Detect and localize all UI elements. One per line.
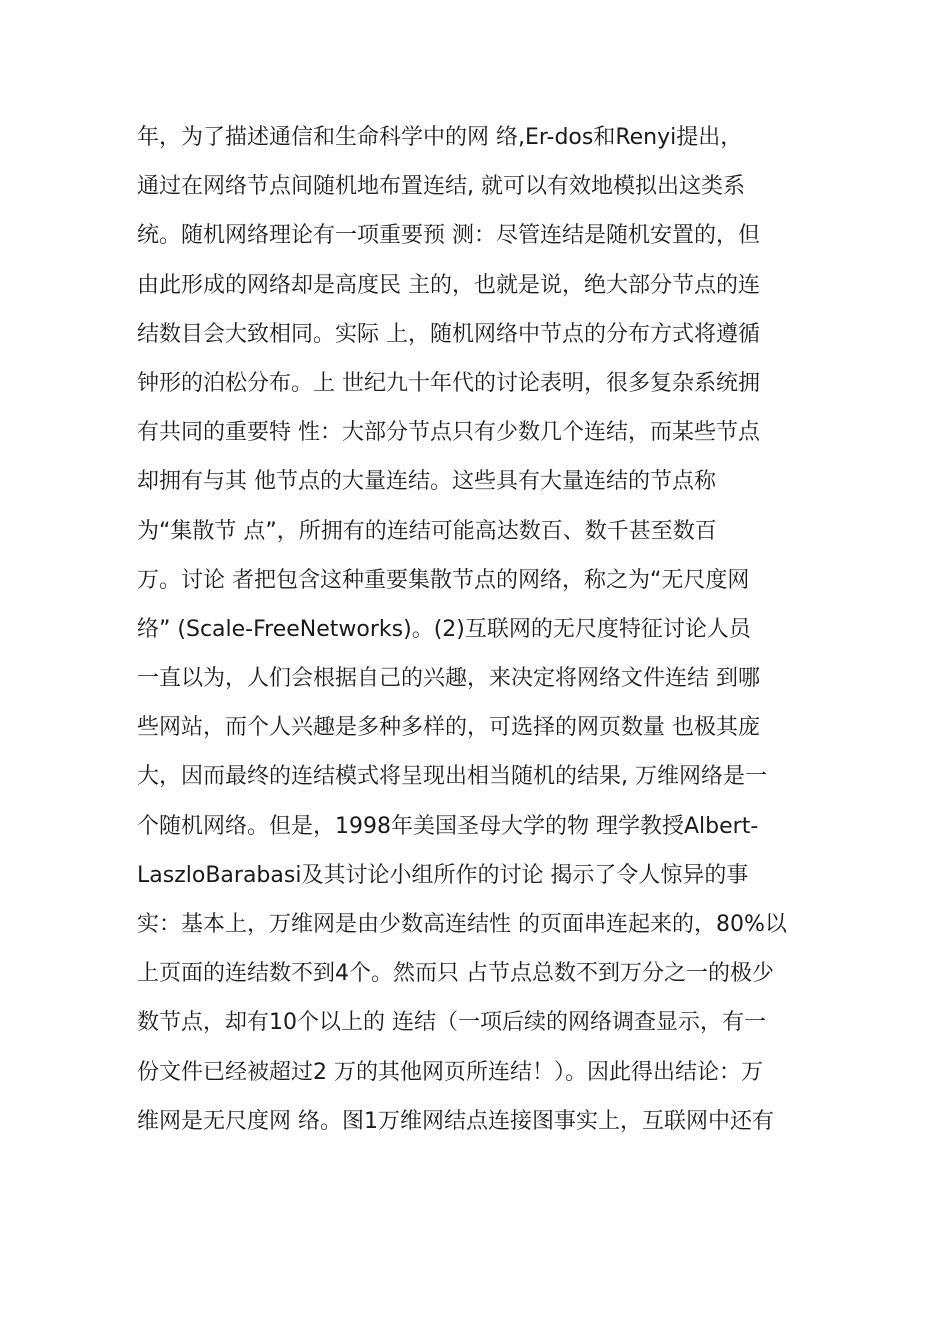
- text-line: 结数目会大致相同。实际 上，随机网络中节点的分布方式将遵循: [137, 321, 760, 347]
- text-line: 统。随机网络理论有一项重要预 测：尽管连结是随机安置的，但: [137, 223, 760, 249]
- text-line: 维网是无尺度网 络。图1万维网结点连接图事实上，互联网中还有: [137, 1108, 774, 1134]
- text-line: 为“集散节 点”，所拥有的连结可能高达数百、数千甚至数百: [137, 518, 717, 544]
- text-line: 一直以为，人们会根据自己的兴趣，来决定将网络文件连结 到哪: [137, 666, 760, 692]
- text-line: 个随机网络。但是，1998年美国圣母大学的物 理学教授Albert-: [137, 813, 759, 839]
- text-line: 年，为了描述通信和生命科学中的网 络,Er-dos和Renyi提出，: [137, 125, 743, 150]
- text-line: 由此形成的网络却是高度民 主的，也就是说，绝大部分节点的连: [137, 272, 760, 298]
- text-line: 却拥有与其 他节点的大量连结。这些具有大量连结的节点称: [137, 469, 716, 495]
- text-line: 上页面的连结数不到4个。然而只 占节点总数不到万分之一的极少: [137, 961, 774, 987]
- text-line: 数节点，却有10个以上的 连结（一项后续的网络调查显示，有一: [137, 1010, 766, 1036]
- text-line: 万。讨论 者把包含这种重要集散节点的网络，称之为“无尺度网: [137, 567, 750, 593]
- text-line: 实：基本上，万维网是由少数高连结性 的页面串连起来的，80%以: [137, 912, 787, 937]
- text-line: 钟形的泊松分布。上 世纪九十年代的讨论表明，很多复杂系统拥: [137, 370, 760, 396]
- text-line: 通过在网络节点间随机地布置连结, 就可以有效地模拟出这类系: [137, 174, 745, 200]
- text-line: 些网站，而个人兴趣是多种多样的，可选择的网页数量 也极其庞: [137, 715, 760, 741]
- body-text: [137, 113, 837, 1146]
- text-line: 大，因而最终的连结模式将呈现出相当随机的结果, 万维网络是一: [137, 764, 767, 790]
- text-line: 络” (Scale-FreeNetworks)。(2)互联网的无尺度特征讨论人员: [137, 616, 751, 642]
- text-line: 份文件已经被超过2 万的其他网页所连结！）。因此得出结论：万: [137, 1059, 763, 1085]
- text-line: 有共同的重要特 性：大部分节点只有少数几个连结，而某些节点: [137, 420, 760, 446]
- text-line: LaszloBarabasi及其讨论小组所作的讨论 揭示了令人惊异的事: [137, 862, 749, 888]
